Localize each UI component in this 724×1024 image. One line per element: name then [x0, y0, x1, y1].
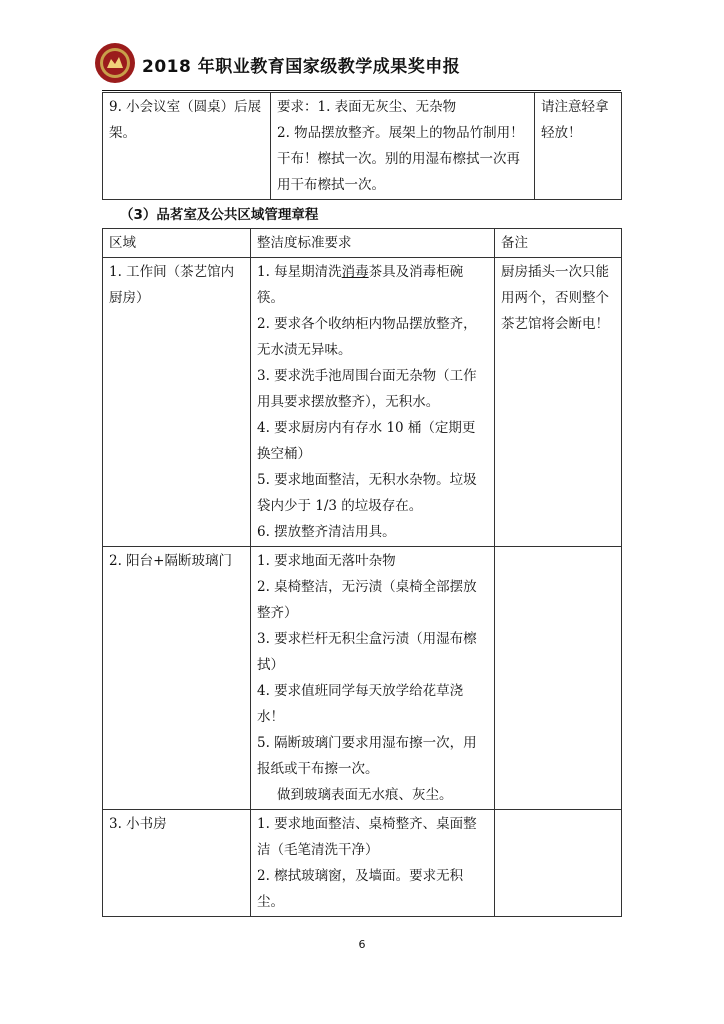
table-row: [103, 810, 622, 917]
table-tea-room-rules: [102, 228, 622, 917]
requirement-line: 3. 要求洗手池周围台面无杂物（工作用具要求摆放整齐），无积水。: [257, 368, 477, 410]
table-row: [103, 93, 622, 200]
requirement-line: 1. 要求地面无落叶杂物: [257, 553, 396, 569]
document-title: 2018 年职业教育国家级教学成果奖申报: [142, 57, 461, 77]
requirement-line: 1. 要求地面整洁、桌椅整齐、桌面整洁（毛笔清洗干净）: [257, 816, 477, 858]
requirements-cell: [251, 810, 495, 917]
requirements-cell: [251, 258, 495, 547]
note-cell: [495, 547, 622, 810]
page-number: 6: [358, 938, 366, 951]
requirement-line: 4. 要求厨房内有存水 10 桶（定期更换空桶）: [257, 420, 476, 462]
requirement-line: 2. 要求各个收纳柜内物品摆放整齐，无水渍无异味。: [257, 316, 477, 358]
requirement-line: 2. 桌椅整洁，无污渍（桌椅全部摆放整齐）: [257, 579, 477, 621]
area-cell: 2. 阳台+隔断玻璃门: [103, 547, 251, 810]
table-office-area: [102, 92, 622, 200]
requirement-line: 2. 檫拭玻璃窗，及墙面。要求无积尘。: [257, 868, 464, 910]
requirement-line: 2. 物品摆放整齐。展架上的物品竹制用！干布！檫拭一次。别的用湿布檫拭一次再用干布檫拭一次。: [277, 125, 524, 193]
column-header-area: 区域: [103, 229, 251, 258]
section-title: （3）品茗室及公共区域管理章程: [120, 207, 319, 223]
requirement-line: 做到玻璃表面无水痕、灰尘。: [277, 787, 453, 803]
requirements-cell: [271, 93, 535, 200]
requirement-line: 3. 要求栏杆无积尘盒污渍（用湿布檫拭）: [257, 631, 477, 673]
table-row: [103, 258, 622, 547]
school-emblem-icon: [94, 42, 136, 84]
requirement-line: 4. 要求值班同学每天放学给花草浇水！: [257, 683, 464, 725]
note-cell: 请注意轻拿轻放！: [535, 93, 622, 200]
note-cell: [495, 810, 622, 917]
header-divider: [102, 90, 621, 91]
underlined-text: 消毒: [341, 264, 369, 280]
page-header: [88, 40, 648, 96]
requirement-line: 要求：1. 表面无灰尘、无杂物: [277, 99, 457, 115]
column-header-notes: 备注: [495, 229, 622, 258]
requirement-line: 5. 隔断玻璃门要求用湿布擦一次，用报纸或干布擦一次。: [257, 735, 477, 777]
note-cell: 厨房插头一次只能用两个，否则整个茶艺馆将会断电！: [495, 258, 622, 547]
column-header-requirements: 整洁度标准要求: [251, 229, 495, 258]
requirement-line: 1. 每星期清洗消毒茶具及消毒柜碗筷。: [257, 264, 464, 306]
area-cell: 3. 小书房: [103, 810, 251, 917]
requirement-line: 6. 摆放整齐清洁用具。: [257, 524, 396, 540]
requirement-line: 5. 要求地面整洁，无积水杂物。垃圾袋内少于 1/3 的垃圾存在。: [257, 472, 477, 514]
area-cell: 9. 小会议室（圆桌）后展架。: [103, 93, 271, 200]
requirements-cell: [251, 547, 495, 810]
table-row: [103, 547, 622, 810]
area-cell: 1. 工作间（茶艺馆内厨房）: [103, 258, 251, 547]
table-header-row: [103, 229, 622, 258]
